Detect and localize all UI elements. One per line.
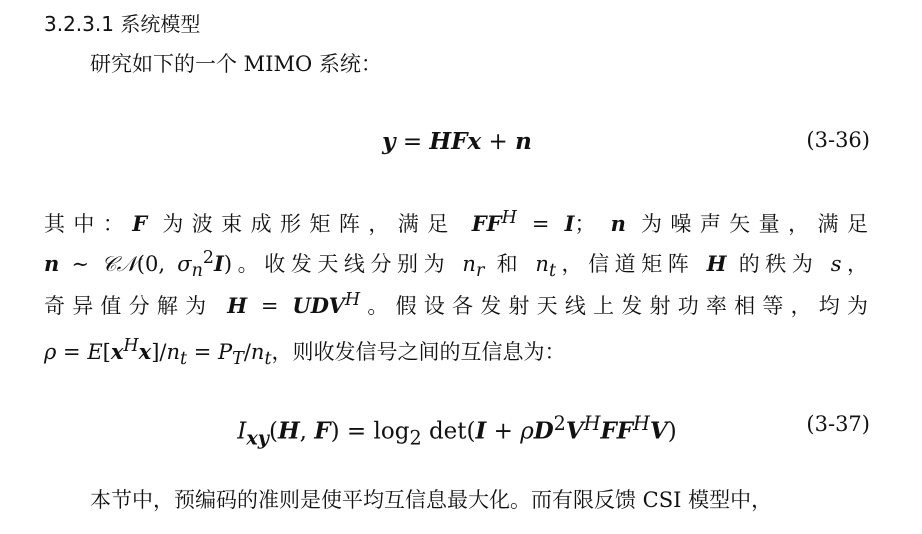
body-line-2: n ∼ 𝒞𝒩(0, $\sigma_n^2I$)。收发天线分别为 $n_r$ 和 $n_t$，信道矩阵 H 的秩为 s， — [44, 248, 869, 282]
text-fragment: 奇异值分解为 — [44, 294, 214, 318]
equation-3-37 — [44, 412, 870, 452]
text-fragment: ， — [841, 252, 869, 276]
equation-number: (3-37) — [806, 412, 870, 436]
body-line-3: 奇异值分解为 $H = UDV^H$。假设各发射天线上发射功率相等，均为 — [44, 290, 869, 318]
text-fragment: 。收发天线分别为 — [232, 252, 451, 276]
text-fragment: 为噪声矢量，满足 — [640, 212, 868, 236]
text-fragment: 和 — [496, 252, 524, 276]
body-line-4: $\rho = E[x^Hx]/n_t = P_T/n_t$，则收发信号之间的互信息为： — [44, 336, 566, 370]
equation-3-36-expression: y = HFx + n — [382, 128, 532, 155]
equation-number: (3-36) — [806, 128, 870, 152]
text-fragment: 为波束成形矩阵，满足 — [162, 212, 457, 236]
equation-3-36 — [44, 128, 870, 168]
section-heading: 3.2.3.1 系统模型 — [44, 12, 201, 36]
text-fragment: ，则收发信号之间的互信息为： — [271, 340, 566, 364]
text-fragment: ； — [574, 212, 596, 236]
intro-paragraph: 研究如下的一个 MIMO 系统： — [90, 52, 382, 76]
body-line-1: 其中：F 为波束成形矩阵，满足 $FF^H = I$； n 为噪声矢量，满足 — [44, 208, 868, 236]
closing-paragraph: 本节中，预编码的准则是使平均互信息最大化。而有限反馈 CSI 模型中， — [90, 488, 773, 512]
text-fragment: 其中： — [44, 212, 133, 236]
equation-3-37-expression: $I_{xy}(H$, $F) = \log_2 \det(I + \rho D^2V^HFF^HV)$ — [237, 412, 677, 450]
text-fragment: 的秩为 — [738, 252, 819, 276]
text-fragment: ，信道矩阵 — [555, 252, 695, 276]
text-fragment: 。假设各发射天线上发射功率相等，均为 — [360, 294, 869, 318]
